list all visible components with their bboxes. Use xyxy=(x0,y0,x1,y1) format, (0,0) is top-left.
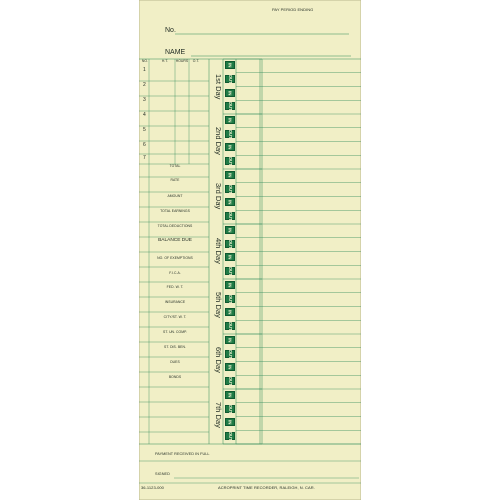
balance-due-label: BALANCE DUE xyxy=(158,238,192,243)
exemptions-label: NO. OF EXEMPTIONS xyxy=(157,256,193,260)
in-badge: IN xyxy=(225,89,235,97)
in-badge: IN xyxy=(225,226,235,234)
payment-received-label: PAYMENT RECEIVED IN FULL xyxy=(155,452,210,456)
in-badge: IN xyxy=(225,198,235,206)
out-badge: OUT xyxy=(225,130,235,138)
day-label-2: 2nd Day xyxy=(214,127,223,155)
row-number: 3 xyxy=(143,97,146,103)
out-badge: OUT xyxy=(225,432,235,440)
row-number: 1 xyxy=(143,67,146,73)
st-dis-ben-label: ST. DIS. BEN. xyxy=(164,345,186,349)
fica-label: F.I.C.A. xyxy=(169,271,181,275)
dues-label: DUES xyxy=(170,360,180,364)
employee-name-label: NAME xyxy=(165,49,186,56)
time-card xyxy=(139,0,361,500)
row-number: 5 xyxy=(143,127,146,133)
total-deductions-label: TOTAL DEDUCTIONS xyxy=(157,224,193,228)
in-badge: IN xyxy=(225,253,235,261)
card-number-label: No. xyxy=(165,27,176,34)
form-number: 36-1123-000 xyxy=(141,485,164,490)
in-badge: IN xyxy=(225,308,235,316)
company-imprint: ACROPRINT TIME RECORDER, RALEIGH, N. CAR. xyxy=(218,485,315,490)
st-un-comp-label: ST. UN. COMP. xyxy=(163,330,187,334)
out-badge: OUT xyxy=(225,295,235,303)
time-card-grid xyxy=(139,0,361,500)
out-badge: OUT xyxy=(225,322,235,330)
column-header-no: NO. xyxy=(141,59,149,63)
day-label-6: 6th Day xyxy=(214,347,223,373)
bonds-label: BONDS xyxy=(168,375,182,379)
in-badge: IN xyxy=(225,391,235,399)
day-label-7: 7th Day xyxy=(214,402,223,428)
total-label: TOTAL xyxy=(169,164,181,168)
signed-label: SIGNED xyxy=(155,472,170,476)
in-badge: IN xyxy=(225,363,235,371)
out-badge: OUT xyxy=(225,185,235,193)
row-number: 4 xyxy=(143,112,146,118)
day-label-4: 4th Day xyxy=(214,238,223,264)
out-badge: OUT xyxy=(225,350,235,358)
column-header-ht: H.T. xyxy=(161,59,169,63)
amount-label: AMOUNT xyxy=(167,194,183,198)
fed-wt-label: FED. W. T. xyxy=(166,285,184,289)
row-number: 7 xyxy=(143,155,146,161)
day-label-3: 3rd Day xyxy=(214,183,223,210)
out-badge: OUT xyxy=(225,267,235,275)
out-badge: OUT xyxy=(225,102,235,110)
row-number: 2 xyxy=(143,82,146,88)
out-badge: OUT xyxy=(225,240,235,248)
rate-label: RATE xyxy=(170,178,180,182)
in-badge: IN xyxy=(225,116,235,124)
in-badge: IN xyxy=(225,143,235,151)
insurance-label: INSURANCE xyxy=(164,300,186,304)
row-number: 6 xyxy=(143,142,146,148)
column-header-ot: O.T. xyxy=(192,59,200,63)
in-badge: IN xyxy=(225,61,235,69)
pay-period-label: PAY PERIOD ENDING xyxy=(272,7,314,12)
out-badge: OUT xyxy=(225,377,235,385)
city-st-wt-label: CITY/ST. W. T. xyxy=(163,315,187,319)
out-badge: OUT xyxy=(225,75,235,83)
total-earnings-label: TOTAL EARNINGS xyxy=(160,209,190,213)
column-header-hours: HOURS xyxy=(175,59,189,63)
day-label-1: 1st Day xyxy=(214,74,223,100)
day-label-5: 5th Day xyxy=(214,292,223,318)
out-badge: OUT xyxy=(225,405,235,413)
in-badge: IN xyxy=(225,418,235,426)
in-badge: IN xyxy=(225,281,235,289)
out-badge: OUT xyxy=(225,212,235,220)
out-badge: OUT xyxy=(225,157,235,165)
in-badge: IN xyxy=(225,171,235,179)
in-badge: IN xyxy=(225,336,235,344)
